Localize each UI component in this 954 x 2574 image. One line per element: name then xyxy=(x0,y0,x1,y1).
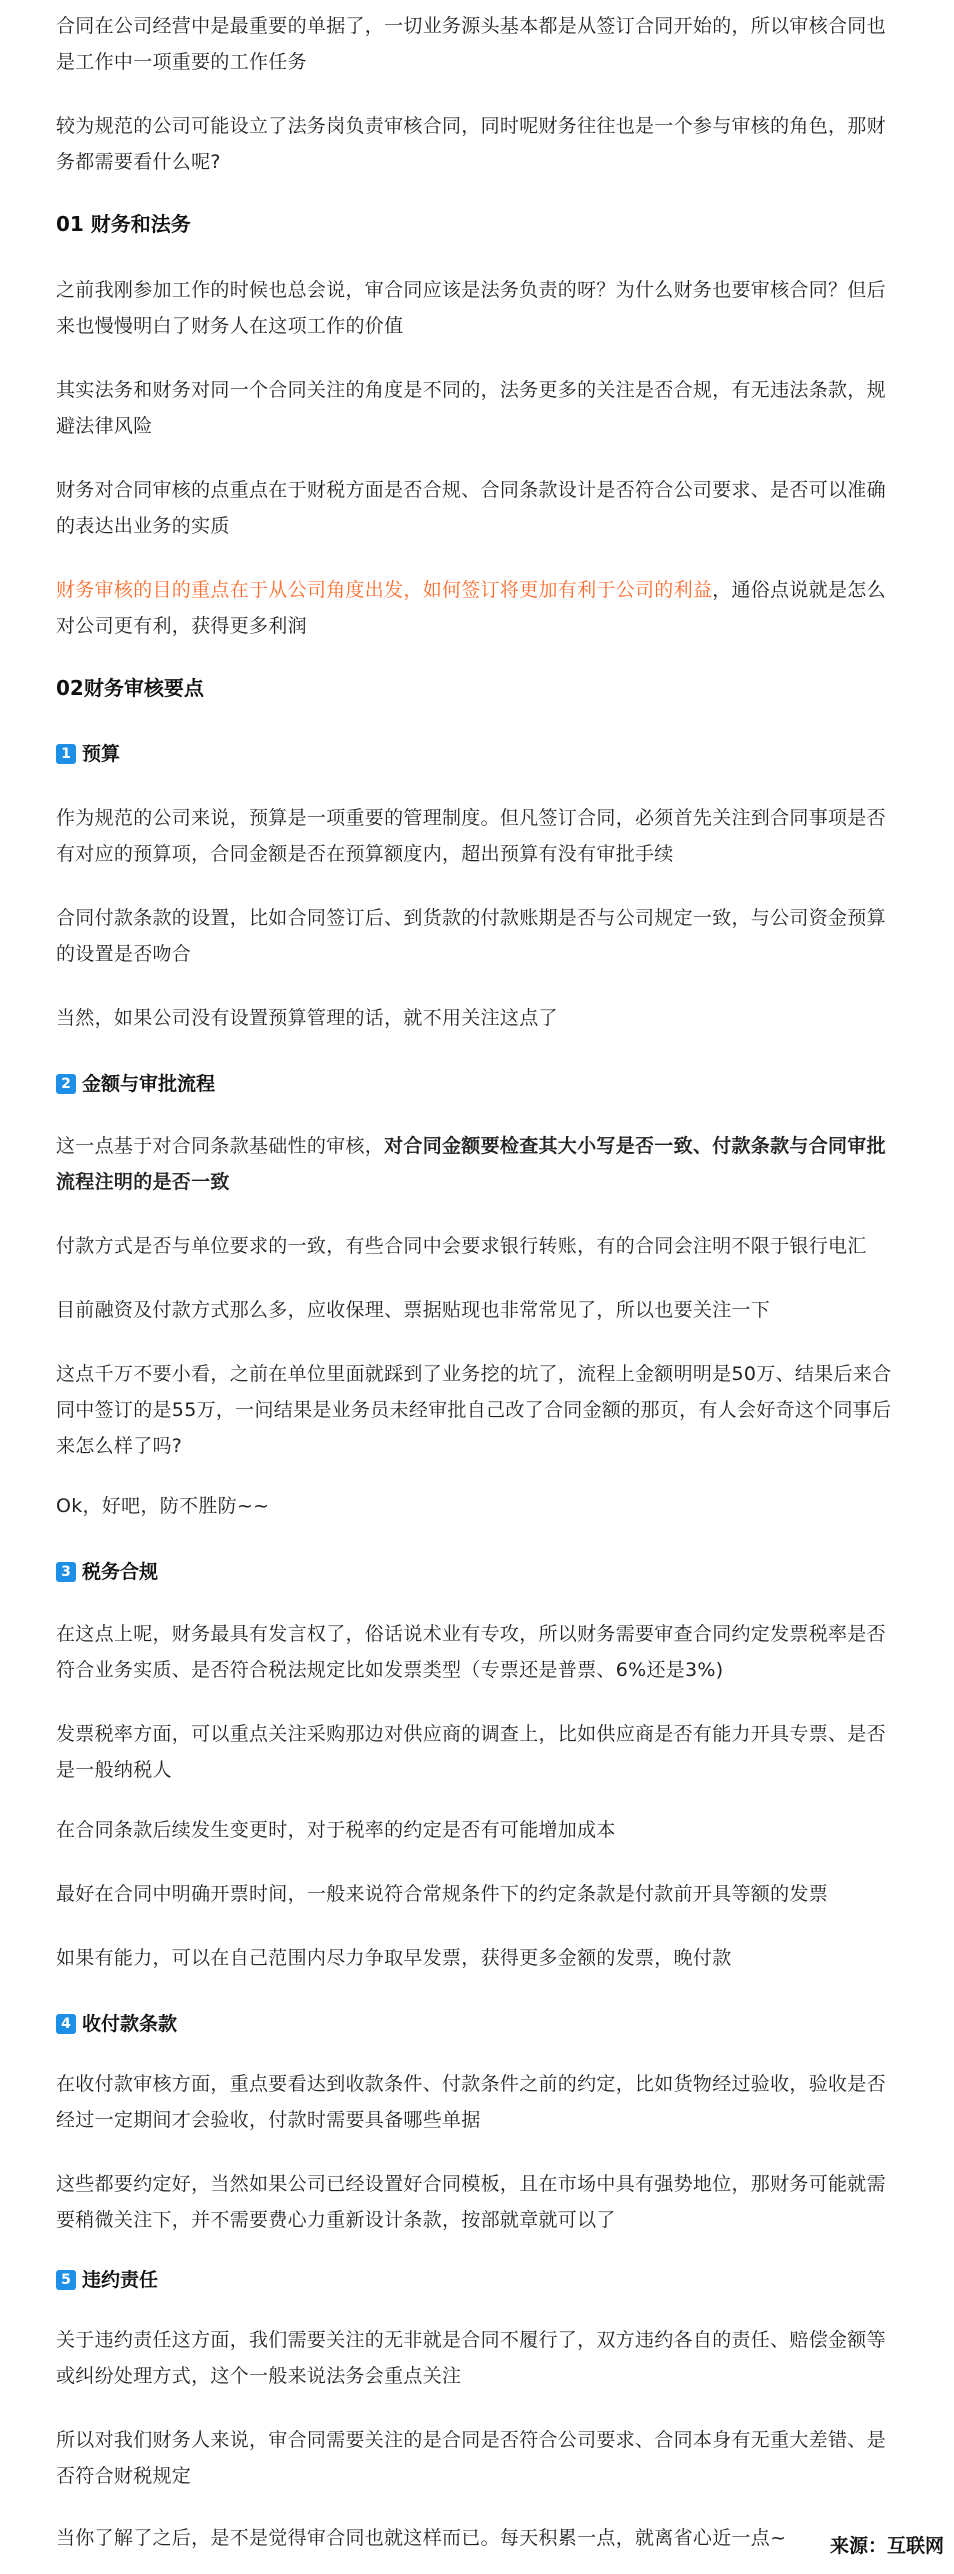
paragraph-intro-2: 较为规范的公司可能设立了法务岗负责审核合同，同时呢财务往往也是一个参与审核的角色，那财务都需要看什么呢? xyxy=(56,115,886,173)
paragraph-16: 发票税率方面，可以重点关注采购那边对供应商的调查上，比如供应商是否有能力开具专票、是否是一般纳税人 xyxy=(56,1723,886,1781)
subsection-tax-compliance xyxy=(56,1556,896,1588)
paragraph-12: 目前融资及付款方式那么多，应收保理、票据贴现也非常常见了，所以也要关注一下 xyxy=(56,1299,771,1321)
number-1-icon: 1 xyxy=(56,744,76,764)
number-3-icon: 3 xyxy=(56,1562,76,1582)
highlight-text: 财务审核的目的重点在于从公司角度出发，如何签订将更加有利于公司的利益 xyxy=(56,579,713,601)
number-2-icon: 2 xyxy=(56,1074,76,1094)
paragraph-21: 这些都要约定好，当然如果公司已经设置好合同模板，且在市场中具有强势地位，那财务可能就需要稍微关注下，并不需要费心力重新设计条款，按部就章就可以了 xyxy=(56,2173,886,2231)
paragraph-14: Ok，好吧，防不胜防~~ xyxy=(56,1495,270,1517)
number-4-icon: 4 xyxy=(56,2014,76,2034)
paragraph-9: 当然，如果公司没有设置预算管理的话，就不用关注这点了 xyxy=(56,1007,558,1029)
paragraph-6 xyxy=(56,572,896,644)
section-heading-01: 01 财务和法务 xyxy=(56,212,191,236)
number-5-icon: 5 xyxy=(56,2270,76,2290)
paragraph-10 xyxy=(56,1128,896,1200)
paragraph-13: 这点千万不要小看，之前在单位里面就踩到了业务挖的坑了，流程上金额明明是50万、结果后来合同中签订的是55万，一问结果是业务员未经审批自己改了合同金额的那页，有人会好奇这个同事后来怎么样了吗? xyxy=(56,1363,892,1457)
paragraph-23: 所以对我们财务人来说，审合同需要关注的是合同是否符合公司要求、合同本身有无重大差错、是否符合财税规定 xyxy=(56,2429,886,2487)
paragraph-15: 在这点上呢，财务最具有发言权了，俗话说术业有专攻，所以财务需要审查合同约定发票税率是否符合业务实质、是否符合税法规定比如发票类型（专票还是普票、6%还是3%) xyxy=(56,1623,886,1681)
paragraph-8: 合同付款条款的设置，比如合同签订后、到货款的付款账期是否与公司规定一致，与公司资金预算的设置是否吻合 xyxy=(56,907,886,965)
paragraph-5: 财务对合同审核的点重点在于财税方面是否合规、合同条款设计是否符合公司要求、是否可以准确的表达出业务的实质 xyxy=(56,479,886,537)
subsection-budget xyxy=(56,738,896,770)
subsection-amount-approval xyxy=(56,1068,896,1100)
paragraph-11: 付款方式是否与单位要求的一致，有些合同中会要求银行转账，有的合同会注明不限于银行电汇 xyxy=(56,1235,867,1257)
paragraph-4: 其实法务和财务对同一个合同关注的角度是不同的，法务更多的关注是否合规，有无违法条款，规避法律风险 xyxy=(56,379,886,437)
paragraph-19: 如果有能力，可以在自己范围内尽力争取早发票，获得更多金额的发票，晚付款 xyxy=(56,1947,732,1969)
paragraph-3: 之前我刚参加工作的时候也总会说，审合同应该是法务负责的呀？为什么财务也要审核合同？但后来也慢慢明白了财务人在这项工作的价值 xyxy=(56,279,886,337)
paragraph-10-lead: 这一点基于对合同条款基础性的审核， xyxy=(56,1135,385,1157)
paragraph-intro-1: 合同在公司经营中是最重要的单据了，一切业务源头基本都是从签订合同开始的，所以审核合同也是工作中一项重要的工作任务 xyxy=(56,15,886,73)
subsection-title: 税务合规 xyxy=(82,1561,159,1583)
source-label: 来源：互联网 xyxy=(829,2535,944,2557)
subsection-title: 违约责任 xyxy=(82,2269,159,2291)
subsection-payment-terms xyxy=(56,2008,896,2040)
subsection-liability xyxy=(56,2264,896,2296)
paragraph-6-rest: ，通俗点说就是怎么对公司更有利，获得更多利润 xyxy=(56,579,886,637)
subsection-title: 预算 xyxy=(82,743,121,765)
paragraph-22: 关于违约责任这方面，我们需要关注的无非就是合同不履行了，双方违约各自的责任、赔偿金额等或纠纷处理方式，这个一般来说法务会重点关注 xyxy=(56,2329,886,2387)
paragraph-10-bold: 对合同金额要检查其大小写是否一致、付款条款与合同审批流程注明的是否一致 xyxy=(56,1135,886,1193)
subsection-title: 金额与审批流程 xyxy=(82,1073,216,1095)
section-heading-02: 02财务审核要点 xyxy=(56,676,204,700)
paragraph-18: 最好在合同中明确开票时间，一般来说符合常规条件下的约定条款是付款前开具等额的发票 xyxy=(56,1883,829,1905)
subsection-title: 收付款条款 xyxy=(82,2013,178,2035)
paragraph-17: 在合同条款后续发生变更时，对于税率的约定是否有可能增加成本 xyxy=(56,1819,616,1841)
paragraph-20: 在收付款审核方面，重点要看达到收款条件、付款条件之前的约定，比如货物经过验收，验收是否经过一定期间才会验收，付款时需要具备哪些单据 xyxy=(56,2073,886,2131)
paragraph-7: 作为规范的公司来说，预算是一项重要的管理制度。但凡签订合同，必须首先关注到合同事项是否有对应的预算项，合同金额是否在预算额度内，超出预算有没有审批手续 xyxy=(56,807,886,865)
paragraph-24: 当你了解了之后，是不是觉得审合同也就这样而已。每天积累一点，就离省心近一点~ xyxy=(56,2527,787,2549)
